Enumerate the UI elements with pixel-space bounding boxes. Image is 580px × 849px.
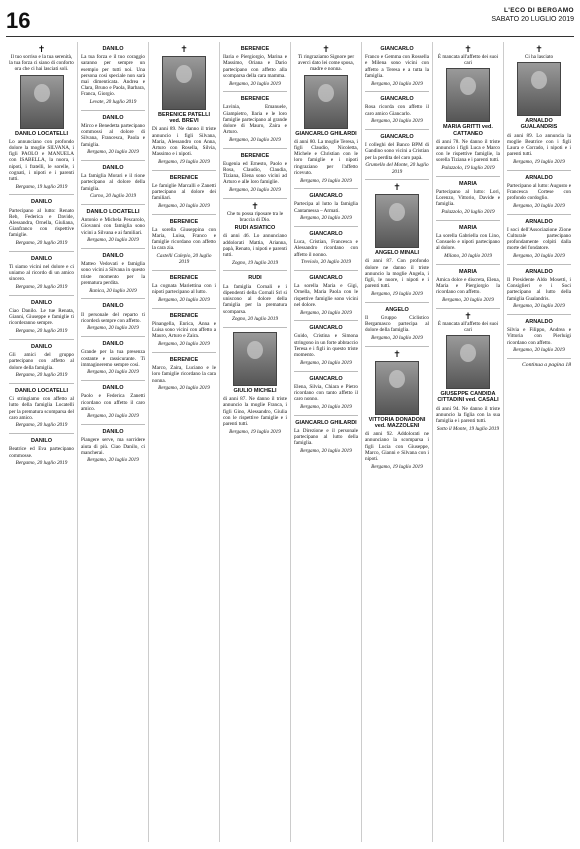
- obituary-notice: [507, 42, 571, 171]
- portrait-photo: [233, 332, 277, 386]
- obituary-notice: [152, 353, 216, 396]
- notice-place-date: Castelli Calepio, 20 luglio 2019: [156, 253, 212, 266]
- deceased-name: DANILO: [102, 429, 124, 436]
- notice-body: La tua forza e il tuo coraggio saranno per sempre un esempio per tutti noi. Una persona così speciale non sarà mai dimenticata. Andrea e Clara, Bruno e Paola, Barbara, Franca, Giorgio.: [81, 54, 145, 98]
- obituary-notice: [365, 180, 429, 302]
- column-4: [219, 42, 290, 842]
- notice-body: Lo annunciano con profondo dolore la moglie SILVANA, i figli PAOLO e MANUELA con ISABELLA, la nuora, i nipoti, i fratelli, le sorelle, i cognati, i nipoti e i parenti tutti.: [9, 138, 74, 183]
- notice-place-date: Bergamo, 20 luglio 2019: [15, 284, 68, 291]
- deceased-name: GIANCARLO: [380, 96, 414, 103]
- deceased-name: BERENICE: [240, 152, 270, 159]
- notice-body: Ilaria e Piergiorgio, Marina e Massimo, Oriana e Dario partecipano con affetto alla scomparsa della cara mamma.: [223, 54, 287, 79]
- notice-body: Ci stringiamo con affetto al lutto della famiglia Locatelli per la prematura scomparsa del caro amico.: [9, 396, 74, 421]
- obituary-notice: [365, 92, 429, 130]
- obituary-notice: [223, 92, 287, 148]
- deceased-name: ANGELO: [385, 306, 409, 313]
- notice-body: Mirco e Benedetta partecipano commossi al dolore di Silvana, Francesca, Paola e famiglia.: [81, 123, 145, 148]
- notice-body: La Direzione e il personale partecipano al lutto della famiglia.: [294, 427, 358, 447]
- obituary-notice: [223, 328, 287, 439]
- notice-epigraph: Il tuo sorriso e la tua serenità, la tua forza ci siano di conforto ora che ci hai lasciati soli.: [9, 54, 74, 73]
- notice-body: Grande per la tua presenza costante e rassicurante. Ti immagineremo sempre così.: [81, 349, 145, 368]
- deceased-name: DANILO: [102, 341, 124, 348]
- notice-place-date: Bergamo, 20 luglio 2019: [158, 297, 210, 304]
- obituary-notice: [81, 249, 145, 299]
- deceased-name: RUDI: [248, 275, 262, 282]
- notice-place-date: Palazzolo, 20 luglio 2019: [441, 209, 495, 216]
- notice-body: di anni 89. Lo annuncia la moglie Beatrice con i figli Laura e Corrado, i nipoti e i parenti tutti.: [507, 132, 571, 158]
- notice-body: di anni 78. Ne danno il triste annuncio i figli Luca e Marco con le rispettive famiglie, la sorella Tiziana e i parenti tutti.: [436, 138, 500, 164]
- deceased-name: ARNALDO: [525, 268, 553, 275]
- obituary-columns: [6, 42, 574, 842]
- deceased-name: DANILO: [102, 385, 124, 392]
- notice-body: La sorella Gabriella con Lino, Consuelo e nipoti partecipano al dolore.: [436, 233, 500, 252]
- notice-place-date: Bergamo, 20 luglio 2019: [87, 413, 139, 420]
- deceased-name: GIULIO MICHELI: [233, 387, 277, 394]
- notice-place-date: Treviolo, 20 luglio 2019: [301, 259, 351, 266]
- notice-body: Il Gruppo Ciclistico Bergamasco partecipa al dolore della famiglia.: [365, 314, 429, 334]
- obituary-notice: [294, 271, 358, 321]
- notice-place-date: Bergamo, 20 luglio 2019: [15, 328, 68, 335]
- deceased-name: BERENICE: [240, 96, 270, 103]
- notice-place-date: Bergamo, 20 luglio 2019: [15, 460, 68, 467]
- notice-body: Il personale del reparto ti ricorderà sempre con affetto.: [81, 311, 145, 324]
- obituary-notice: [9, 296, 74, 340]
- obituary-notice: [81, 161, 145, 205]
- notice-epigraph: È mancata all'affetto dei suoi cari: [437, 320, 499, 334]
- deceased-name: GIANCARLO: [309, 193, 343, 200]
- notice-place-date: Bergamo, 20 luglio 2019: [229, 136, 281, 143]
- obituary-notice: [365, 303, 429, 347]
- obituary-notice: [9, 384, 74, 434]
- notice-body: Pinangella, Enrica, Anna e Luisa sono vicini con affetto a Mauro, Arturo e Zaira.: [152, 321, 216, 340]
- notice-body: Partecipano al lutto: Lori, Lorenzo, Vittorio, Davide e famiglia.: [436, 189, 500, 208]
- obituary-notice: [436, 309, 500, 437]
- notice-place-date: Bergamo, 20 luglio 2019: [87, 457, 139, 464]
- notice-body: di anni 46. Lo annunciano addolorati Mattia, Arianna, papà, Renato, i nipoti e parenti tutti.: [223, 233, 287, 259]
- notice-body: Gli amici del gruppo partecipano con affetto al dolore della famiglia.: [9, 352, 74, 371]
- deceased-name: DANILO: [102, 303, 124, 310]
- cross-icon: ✝: [37, 44, 46, 54]
- deceased-name: ARNALDO: [525, 218, 553, 225]
- portrait-photo: [446, 68, 490, 122]
- notice-place-date: Bergamo, 20 luglio 2019: [15, 240, 68, 247]
- cross-icon: ✝: [322, 44, 330, 54]
- notice-place-date: Bergamo, 20 luglio 2019: [87, 325, 139, 332]
- notice-place-date: Bergamo, 20 luglio 2019: [158, 341, 210, 348]
- notice-body: Luca, Cristian, Francesca e Alessandro ricordano con affetto il nonno.: [294, 239, 358, 258]
- header-rule: [6, 36, 574, 37]
- obituary-notice: [223, 271, 287, 327]
- column-3: [148, 42, 219, 842]
- column-8: [503, 42, 574, 842]
- deceased-name: DANILO: [102, 114, 124, 121]
- notice-place-date: Bergamo, 19 luglio 2019: [300, 177, 352, 184]
- obituary-notice: [152, 309, 216, 353]
- obituary-notice: [152, 215, 216, 271]
- notice-body: di anni 80. La moglie Teresa, i figli Claudio, Nicoletta, Michele e Christian con le loro famiglie e i nipoti ringraziano per l'affetto ricevuto.: [294, 138, 358, 176]
- notice-body: La cognata Mariettina con i nipoti partecipano al lutto.: [152, 283, 216, 296]
- notice-place-date: Bergamo, 20 luglio 2019: [442, 297, 494, 304]
- deceased-name: MARIA GRITTI ved. CATTANEO: [443, 124, 493, 137]
- notice-epigraph: È mancata all'affetto dei suoi cari: [437, 54, 499, 67]
- notice-body: I colleghi del Banco BPM di Gandino sono vicini a Cristian per la perdita del caro papà.: [365, 142, 429, 161]
- deceased-name: GIANCARLO: [309, 325, 343, 332]
- obituary-notice: [436, 42, 500, 177]
- obituary-notice: [436, 221, 500, 265]
- deceased-name: BERENICE: [169, 312, 199, 319]
- notice-place-date: Bergamo, 19 luglio 2019: [513, 158, 565, 165]
- notice-place-date: Bergamo, 20 luglio 2019: [158, 385, 210, 392]
- notice-body: La famiglia Cornali e i dipendenti della Cornali Srl si uniscono al dolore della famiglia per la prematura scomparsa.: [223, 283, 287, 315]
- deceased-name: GIANCARLO: [309, 375, 343, 382]
- deceased-name: BERENICE: [240, 46, 270, 52]
- notice-place-date: Bergamo, 20 luglio 2019: [371, 334, 423, 341]
- notice-place-date: Bergamo, 20 luglio 2019: [87, 149, 139, 156]
- notice-place-date: Levate, 20 luglio 2019: [89, 99, 137, 106]
- notice-epigraph: Ti ringraziamo Signore per averci dato lei come sposa, madre e nonna.: [297, 54, 355, 73]
- notice-epigraph: Ci ha lasciato: [524, 54, 554, 60]
- obituary-notice: [223, 149, 287, 199]
- deceased-name: GIANCARLO: [380, 134, 414, 141]
- cross-icon: ✝: [393, 348, 401, 359]
- deceased-name: BERENICE: [169, 356, 199, 363]
- obituary-notice: [9, 434, 74, 471]
- notice-place-date: Bergamo, 20 luglio 2019: [513, 303, 565, 310]
- deceased-name: MARIA: [458, 268, 478, 275]
- obituary-notice: [81, 42, 145, 111]
- obituary-notice: [9, 340, 74, 384]
- deceased-name: ANGELO MINALI: [375, 250, 419, 257]
- notice-place-date: Sotto il Monte, 19 luglio 2019: [436, 425, 500, 432]
- cross-icon: ✝: [251, 200, 259, 211]
- cross-icon: ✝: [535, 44, 543, 54]
- notice-place-date: Bergamo, 19 luglio 2019: [371, 290, 423, 297]
- notice-body: Partecipano al lutto: Augusto e Francesca Cortese con profondo cordoglio.: [507, 182, 571, 202]
- notice-place-date: Bergamo, 20 luglio 2019: [513, 202, 565, 209]
- column-2: [77, 42, 148, 842]
- obituary-notice: [81, 337, 145, 381]
- notice-place-date: Bergamo, 19 luglio 2019: [15, 183, 68, 190]
- notice-body: Piangere serve, ma sorridere aiuta di più. Ciao Danilo, ci mancherai.: [81, 437, 145, 456]
- notice-body: Ti siamo vicini nel dolore e ci uniamo al ricordo di un amico sincero.: [9, 264, 74, 283]
- notice-place-date: Zogno, 20 luglio 2019: [231, 316, 279, 323]
- notice-place-date: Bergamo, 20 luglio 2019: [300, 447, 352, 454]
- notice-place-date: Bergamo, 19 luglio 2019: [371, 463, 423, 470]
- notice-place-date: Bergamo, 20 luglio 2019: [87, 237, 139, 244]
- notice-body: di anni 92. Addolorati ne annunciano la scomparsa i figli Lucia con Giuseppe, Marco, Gianni e Silvana con i nipoti.: [365, 431, 429, 462]
- notice-place-date: Ranica, 20 luglio 2019: [89, 287, 137, 294]
- obituary-notice: [436, 265, 500, 309]
- masthead: [491, 6, 574, 24]
- notice-place-date: Bergamo, 20 luglio 2019: [371, 80, 423, 87]
- obituary-notice: [81, 205, 145, 249]
- notice-place-date: Bergamo, 20 luglio 2019: [158, 202, 210, 209]
- deceased-name: MARIA: [458, 224, 478, 231]
- notice-body: Marco, Zaira, Luciano e le loro famiglie ricordano la cara nonna.: [152, 365, 216, 384]
- notice-body: Le famiglie Marcalli e Zanetti partecipano al dolore dei familiari.: [152, 182, 216, 202]
- notice-place-date: Grumello del Monte, 20 luglio 2019: [365, 162, 429, 175]
- notice-place-date: Palazzolo, 19 luglio 2019: [441, 165, 495, 172]
- continuation-note: Continua a pagina 18: [522, 362, 571, 369]
- notice-body: Guido, Cristina e Simona stringono in un forte abbraccio Teresa e i figli in questo triste momento.: [294, 333, 358, 359]
- deceased-name: DANILO: [30, 438, 53, 445]
- deceased-name: DANILO: [30, 255, 53, 262]
- notice-body: Lavinia, Emanuele, Giampietro, Ilaria e le loro famiglie partecipano al grande dolore di Mauro, Zaira e Arturo.: [223, 104, 287, 136]
- notice-place-date: Bergamo, 20 luglio 2019: [300, 359, 352, 366]
- notice-place-date: Bergamo, 20 luglio 2019: [15, 422, 68, 429]
- portrait-photo: [20, 75, 64, 129]
- obituary-notice: [294, 227, 358, 271]
- deceased-name: DANILO LOCATELLI: [14, 387, 69, 394]
- obituary-notice: [365, 347, 429, 475]
- notice-body: Beatrice ed Eva partecipano commosse.: [9, 446, 74, 459]
- obituary-notice: [294, 189, 358, 227]
- obituary-notice: [223, 199, 287, 272]
- obituary-notice: [436, 177, 500, 221]
- deceased-name: RUDI ASIATICO: [234, 225, 276, 232]
- notice-place-date: Bergamo, 20 luglio 2019: [87, 369, 139, 376]
- column-1: [6, 42, 77, 842]
- notice-body: Di anni 89. Ne danno il triste annuncio i figli Silvana, Maria, Alessandro con Anna, Arturo con Rosella, Silvia, Massimo e i nipoti.: [152, 126, 216, 158]
- deceased-name: DANILO: [102, 253, 124, 260]
- notice-body: di anni 87. Ne danno il triste annuncio la moglie Franca, i figli Gino, Alessandro, Giulia con le rispettive famiglie e i parenti tutti.: [223, 396, 287, 427]
- notice-body: di anni 94. Ne danno il triste annuncio la figlia con la sua famiglia e i parenti tutti.: [436, 405, 500, 425]
- notice-body: Partecipa al lutto la famiglia Cantamessa – Armati.: [294, 201, 358, 214]
- column-6: [361, 42, 432, 842]
- obituary-notice: [81, 425, 145, 468]
- deceased-name: DANILO: [30, 299, 53, 306]
- notice-body: Elena, Silvia, Chiara e Pietro ricordano con tanto affetto il caro nonno.: [294, 383, 358, 403]
- notice-place-date: Bergamo, 20 luglio 2019: [300, 309, 352, 316]
- deceased-name: GIANCARLO: [309, 275, 343, 282]
- notice-place-date: Bergamo, 19 luglio 2019: [229, 428, 281, 435]
- column-5: [290, 42, 361, 842]
- notice-body: La sorella Maria e Gigi, Ornella, Maria Paola con le rispettive famiglie sono vicini nel dolore.: [294, 283, 358, 308]
- deceased-name: DANILO: [30, 199, 53, 206]
- deceased-name: BERENICE: [169, 218, 199, 225]
- obituary-notice: [365, 42, 429, 92]
- deceased-name: GIUSEPPE CANDIDA CITTADINI ved. CASALI: [437, 391, 499, 404]
- column-7: [432, 42, 503, 842]
- notice-body: Partecipano al lutto: Renato Reb, Federica e Davide, Alessandra, Ornella, Giuliana, Gianfranco con rispettive famiglie.: [9, 207, 74, 239]
- notice-place-date: Bergamo, 20 luglio 2019: [300, 215, 352, 222]
- notice-place-date: Milano, 20 luglio 2019: [444, 253, 492, 260]
- deceased-name: BERENICE PATELLI ved. BREVI: [157, 112, 211, 125]
- deceased-name: DANILO LOCATELLI: [14, 130, 69, 137]
- obituary-notice: [507, 171, 571, 215]
- portrait-photo: [162, 56, 206, 110]
- deceased-name: ARNALDO: [525, 319, 553, 326]
- notice-body: Matteo Vedovati e famiglia sono vicini a Silvana in questo triste momento per la prematura perdita.: [81, 261, 145, 286]
- obituary-notice: [81, 299, 145, 337]
- obituary-notice: [81, 111, 145, 161]
- notice-body: Franco e Gemma con Rossella e Milena sono vicini con affetto a Teresa e a tutta la famiglia.: [365, 54, 429, 79]
- notice-place-date: Bergamo, 19 luglio 2019: [158, 158, 210, 165]
- portrait-photo: [446, 335, 490, 389]
- page-number: 16: [6, 8, 31, 33]
- deceased-name: DANILO: [30, 343, 53, 350]
- deceased-name: GIANCARLO GHILARDI: [295, 419, 357, 426]
- notice-body: Silvia e Filippo, Andrea e Vittoria con Pierluigi ricordano con affetto.: [507, 327, 571, 346]
- obituary-notice: [294, 416, 358, 459]
- deceased-name: VITTORIA DONADONI ved. MAZZOLENI: [368, 416, 426, 429]
- cross-icon: ✝: [180, 44, 188, 54]
- notice-body: di anni 87. Con profondo dolore ne danno il triste annuncio la moglie Angela, i figli, le nuore, i nipoti e i parenti tutti.: [365, 258, 429, 290]
- notice-body: Paolo e Federica Zanetti ricordano con affetto il caro amico.: [81, 393, 145, 412]
- obituary-notice: [507, 315, 571, 359]
- issue-date: SABATO 20 LUGLIO 2019: [491, 16, 574, 23]
- page-header: [0, 0, 580, 40]
- notice-place-date: Bergamo, 20 luglio 2019: [371, 118, 423, 125]
- notice-body: Antonio e Michela Pescarolo, Giovanni con famiglia sono vicini a Silvana e ai familiari.: [81, 217, 145, 236]
- obituary-notice: [9, 195, 74, 251]
- obituary-notice: [152, 271, 216, 309]
- obituary-notice: [9, 252, 74, 296]
- notice-place-date: Bergamo, 20 luglio 2019: [15, 372, 68, 379]
- notice-body: La sorella Giuseppina con Maria, Luisa, Franco e famiglie ricordano con affetto la cara zia.: [152, 226, 216, 252]
- obituary-notice: [365, 130, 429, 180]
- notice-place-date: Zogno, 19 luglio 2019: [231, 259, 279, 266]
- obituary-notice: [294, 372, 358, 416]
- deceased-name: DANILO LOCATELLI: [86, 209, 140, 216]
- deceased-name: BERENICE: [169, 174, 199, 181]
- obituary-notice: [152, 42, 216, 171]
- deceased-name: GIANCARLO: [380, 46, 414, 52]
- portrait-photo: [375, 361, 419, 415]
- obituary-notice: [507, 265, 571, 315]
- notice-place-date: Bergamo, 20 luglio 2019: [229, 80, 281, 87]
- cross-icon: ✝: [393, 182, 401, 193]
- cross-icon: ✝: [464, 310, 472, 321]
- portrait-photo: [375, 194, 419, 248]
- cross-icon: ✝: [464, 44, 472, 54]
- notice-place-date: Bergamo, 20 luglio 2019: [513, 347, 565, 354]
- deceased-name: DANILO: [102, 165, 124, 172]
- deceased-name: MARIA: [458, 180, 478, 187]
- notice-body: Il Presidente Aldo Mosetti, i Consiglieri e i Soci partecipano al lutto della famiglia Gualandris.: [507, 277, 571, 302]
- notice-body: Rosa ricorda con affetto il caro amico Giancarlo.: [365, 104, 429, 117]
- deceased-name: BERENICE: [169, 275, 199, 282]
- notice-place-date: Curno, 20 luglio 2019: [89, 193, 137, 200]
- portrait-photo: [517, 62, 561, 116]
- notice-body: I soci dell'Associazione Zione Culturale partecipano profondamente colpiti dalla morte del fondatore.: [507, 226, 571, 252]
- deceased-name: GIANCARLO: [309, 231, 343, 238]
- portrait-photo: [304, 75, 348, 129]
- notice-epigraph: Che tu possa riposare tra le braccia di Dio.: [226, 210, 284, 224]
- deceased-name: DANILO: [102, 46, 124, 52]
- obituary-notice: [294, 42, 358, 189]
- deceased-name: GIANCARLO GHILARDI: [295, 130, 357, 137]
- deceased-name: ARNALDO: [525, 174, 553, 181]
- notice-place-date: Bergamo, 20 luglio 2019: [229, 187, 281, 194]
- notice-body: La famiglia Morari e il rione partecipano al dolore della famiglia.: [81, 173, 145, 192]
- obituary-notice: [152, 171, 216, 215]
- newspaper-name: L'ECO DI BERGAMO: [503, 7, 574, 14]
- deceased-name: ARNALDO GUALANDRIS: [520, 118, 558, 131]
- notice-body: Amica dolce e discreta, Elena, Maria e Piergiorgio la ricordano con affetto.: [436, 277, 500, 296]
- notice-place-date: Bergamo, 20 luglio 2019: [513, 253, 565, 260]
- obituary-notice: [9, 42, 74, 195]
- notice-body: Eugenia ed Ernesto, Paolo e Rosa, Claudio, Claudia, Tiziana, Elena sono vicini ad Arturo e alle loro famiglie.: [223, 160, 287, 186]
- obituary-notice: [81, 381, 145, 425]
- notice-place-date: Bergamo, 20 luglio 2019: [300, 403, 352, 410]
- obituary-notice: [294, 321, 358, 371]
- obituary-notice: [223, 42, 287, 92]
- notice-body: Ciao Danilo. Le tue Renata, Gianni, Giuseppe e famiglie ti ricorderanno sempre.: [9, 308, 74, 327]
- obituary-notice: [507, 215, 571, 265]
